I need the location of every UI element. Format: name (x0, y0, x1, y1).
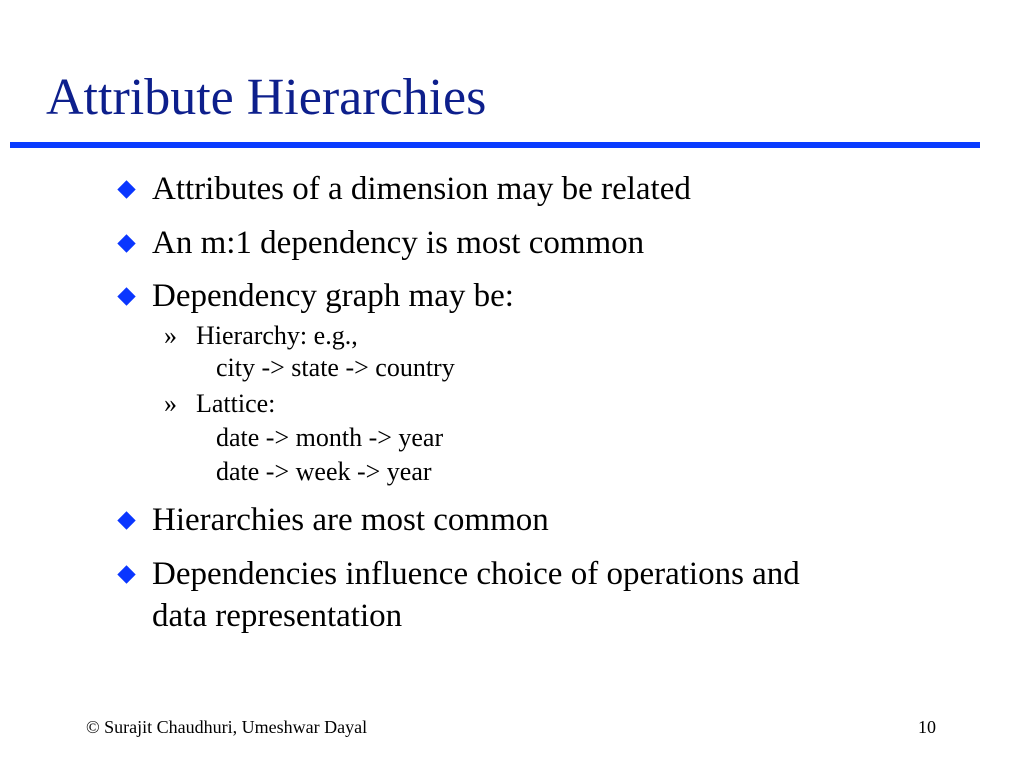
bullet-item: Dependency graph may be: (152, 278, 514, 314)
sub-bullet-continuation: date -> week -> year (216, 457, 432, 486)
diamond-bullet-icon (117, 234, 135, 252)
sub-bullet-item: Hierarchy: e.g., (196, 321, 358, 350)
footer-copyright: © Surajit Chaudhuri, Umeshwar Dayal (86, 717, 368, 737)
diamond-bullet-icon (117, 287, 135, 305)
sub-bullet-marker: » (164, 389, 177, 418)
bullet-item: An m:1 dependency is most common (152, 225, 645, 261)
bullet-item: Dependencies influence choice of operations and (152, 556, 800, 592)
diamond-bullet-icon (117, 180, 135, 198)
diamond-bullet-icon (117, 565, 135, 583)
sub-bullet-marker: » (164, 321, 177, 350)
sub-bullet-item: Lattice: (196, 389, 276, 418)
bullet-item: Attributes of a dimension may be related (152, 171, 691, 207)
bullet-item-continuation: data representation (152, 598, 403, 634)
diamond-bullet-icon (117, 511, 135, 529)
bullet-item: Hierarchies are most common (152, 502, 549, 538)
slide-title: Attribute Hierarchies (46, 69, 487, 126)
sub-bullet-continuation: city -> state -> country (216, 353, 455, 382)
title-underline (10, 142, 980, 148)
sub-bullet-continuation: date -> month -> year (216, 423, 444, 452)
page-number: 10 (918, 717, 936, 737)
